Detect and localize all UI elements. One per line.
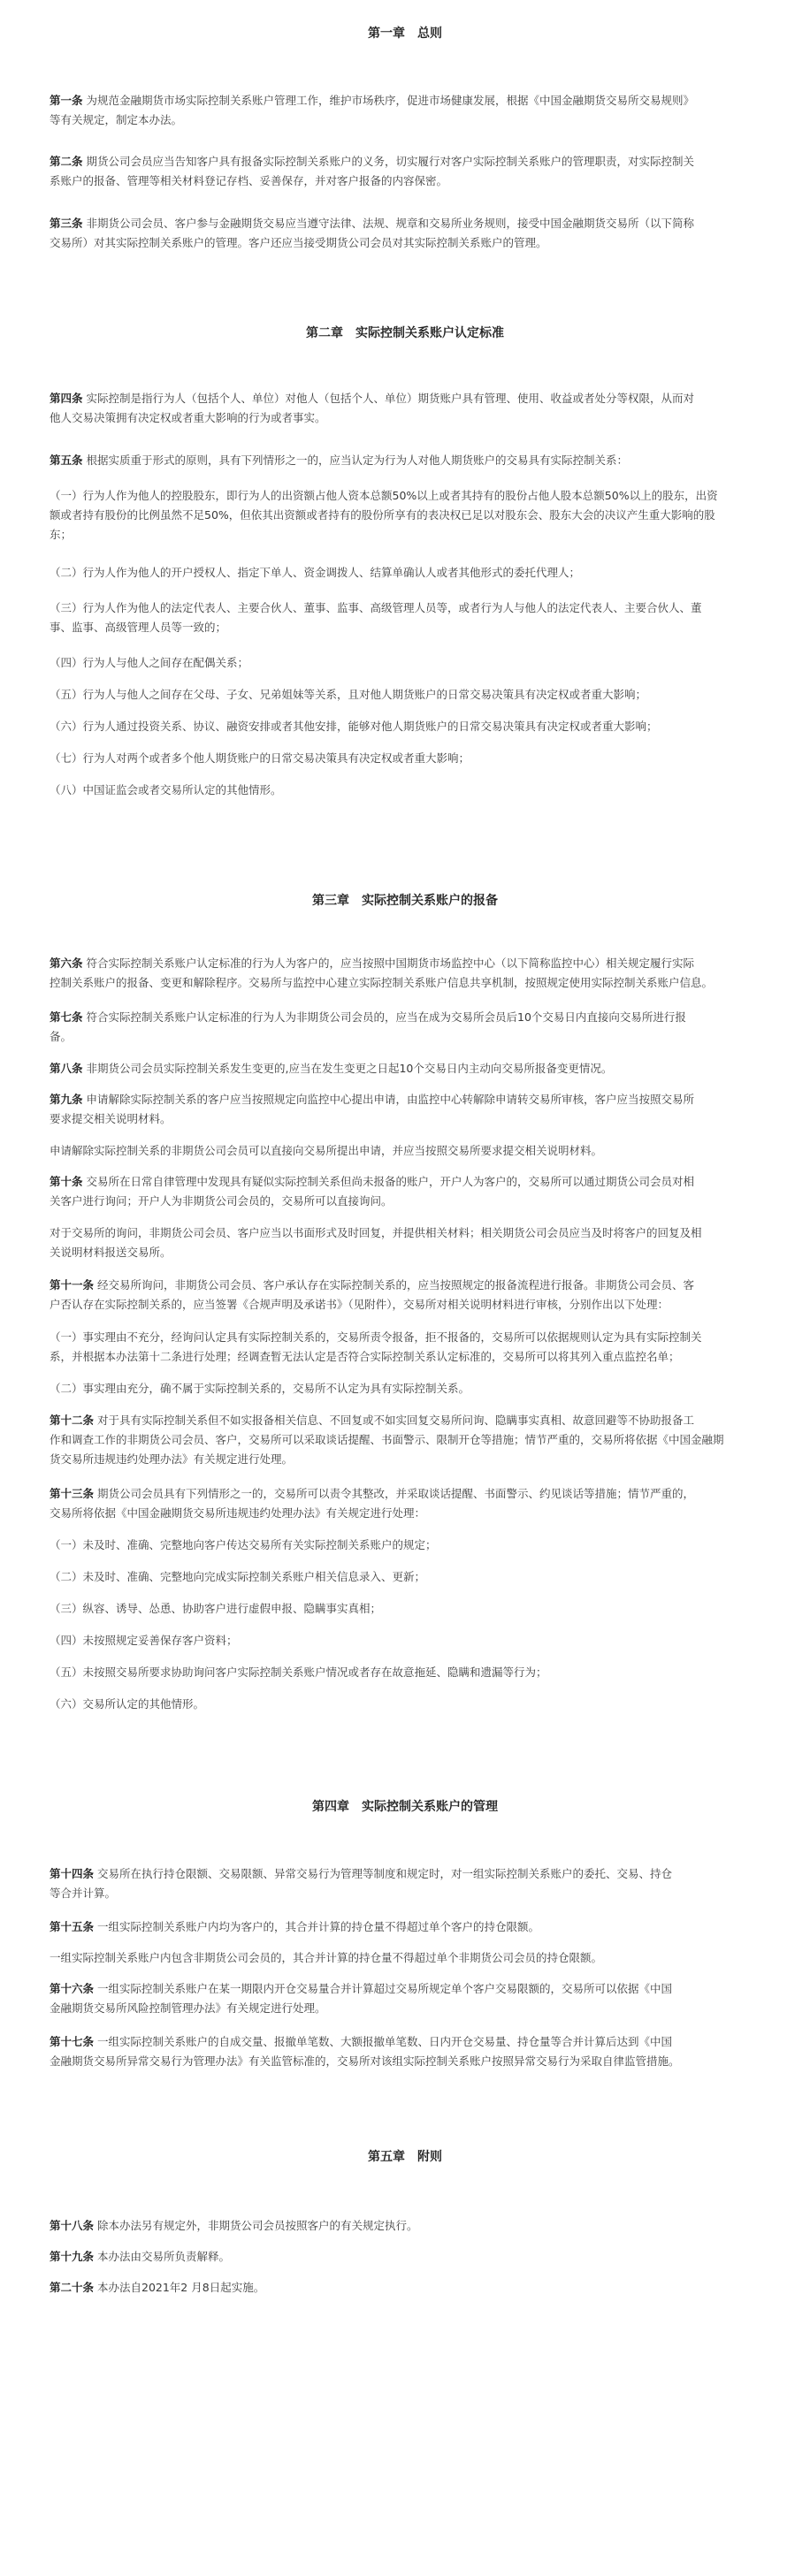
article-18-number: 第十八条 — [50, 2219, 95, 2232]
article-17-number: 第十七条 — [50, 2035, 95, 2048]
article-11-item-1-line-2: 系，并根据本办法第十二条进行处理；经调查暂无法认定是否符合实际控制关系认定标准的，交易所可以将其列入重点监控名单； — [50, 1350, 680, 1363]
article-15-paragraph-2: 一组实际控制关系账户内包含非期货公司会员的，其合并计算的持仓量不得超过单个非期货公司会员的持仓限额。 — [50, 1951, 603, 1964]
article-9-line-1: 申请解除实际控制关系的客户应当按照规定向监控中心提出申请，由监控中心转解除申请转交易所审核，客户应当按照交易所 — [86, 1093, 695, 1106]
article-7-number: 第七条 — [50, 1010, 83, 1024]
article-11-number: 第十一条 — [50, 1278, 95, 1292]
article-13-item-6: （六）交易所认定的其他情形。 — [50, 1697, 205, 1711]
article-17 — [50, 2033, 759, 2068]
article-3-line-1: 非期货公司会员、客户参与金融期货交易应当遵守法律、法规、规章和交易所业务规则，接受中国金融期货交易所（以下简称 — [86, 217, 695, 230]
article-16-number: 第十六条 — [50, 1982, 95, 1995]
article-5-item-2: （二）行为人作为他人的开户授权人、指定下单人、资金调拨人、结算单确认人或者其他形式的委托代理人； — [50, 566, 581, 579]
article-6-line-1: 符合实际控制关系账户认定标准的行为人为客户的，应当按照中国期货市场监控中心（以下简称监控中心）相关规定履行实际 — [86, 956, 695, 970]
article-12 — [50, 1412, 759, 1466]
article-14-line-2: 等合并计算。 — [50, 1886, 117, 1900]
article-9-paragraph-2: 申请解除实际控制关系的非期货公司会员可以直接向交易所提出申请，并应当按照交易所要求提交相关说明材料。 — [50, 1144, 603, 1157]
article-13-number: 第十三条 — [50, 1487, 95, 1500]
article-20-number: 第二十条 — [50, 2281, 95, 2294]
article-5-item-6: （六）行为人通过投资关系、协议、融资安排或者其他安排，能够对他人期货账户的日常交易决策具有决定权或者重大影响； — [50, 720, 658, 733]
article-13-line-1: 期货公司会员具有下列情形之一的，交易所可以责令其整改，并采取谈话提醒、书面警示、约见谈话等措施；情节严重的， — [97, 1487, 695, 1500]
article-5-item-3 — [50, 599, 759, 634]
article-18 — [50, 2217, 759, 2235]
article-5-number: 第五条 — [50, 453, 83, 467]
chapter-3-title: 第三章 实际控制关系账户的报备 — [312, 894, 498, 908]
article-3-number: 第三条 — [50, 217, 83, 230]
article-14-number: 第十四条 — [50, 1867, 95, 1880]
article-15-line-1: 一组实际控制关系账户内均为客户的，其合并计算的持仓量不得超过单个客户的持仓限额。 — [97, 1920, 540, 1933]
article-8-number: 第八条 — [50, 1062, 83, 1075]
article-13-item-1: （一）未及时、准确、完整地向客户传达交易所有关实际控制关系账户的规定； — [50, 1538, 437, 1551]
article-5-line-1: 根据实质重于形式的原则，具有下列情形之一的，应当认定为行为人对他人期货账户的交易具有实际控制关系： — [86, 453, 629, 467]
article-5-item-5: （五）行为人与他人之间存在父母、子女、兄弟姐妹等关系，且对他人期货账户的日常交易决策具有决定权或者重大影响； — [50, 688, 647, 701]
article-12-line-3: 货交易所违规违约处理办法》有关规定进行处理。 — [50, 1452, 294, 1466]
article-13-item-5: （五）未按照交易所要求协助询问客户实际控制关系账户情况或者存在故意拖延、隐瞒和遗漏等行为； — [50, 1665, 547, 1679]
article-6-line-2: 控制关系账户的报备、变更和解除程序。交易所与监控中心建立实际控制关系账户信息共享机制，按照规定使用实际控制关系账户信息。 — [50, 976, 714, 989]
article-10-paragraph-2 — [50, 1224, 759, 1259]
article-4-line-1: 实际控制是指行为人（包括个人、单位）对他人（包括个人、单位）期货账户具有管理、使用、收益或者处分等权限，从而对 — [86, 392, 695, 405]
chapter-4-title: 第四章 实际控制关系账户的管理 — [312, 1800, 498, 1814]
article-19-line-1: 本办法由交易所负责解释。 — [97, 2250, 231, 2263]
article-13-line-2: 交易所将依据《中国金融期货交易所违规违约处理办法》有关规定进行处理： — [50, 1506, 426, 1520]
article-5-item-8: （八）中国证监会或者交易所认定的其他情形。 — [50, 783, 282, 796]
article-12-number: 第十二条 — [50, 1414, 95, 1427]
article-13-item-4: （四）未按照规定妥善保存客户资料； — [50, 1634, 238, 1647]
article-14 — [50, 1865, 759, 1900]
article-10-paragraph-2-line-1: 对于交易所的询问，非期货公司会员、客户应当以书面形式及时回复，并提供相关材料；相关期货公司会员应当及时将客户的回复及相 — [50, 1226, 702, 1239]
article-5-item-4: （四）行为人与他人之间存在配偶关系； — [50, 656, 249, 669]
article-19 — [50, 2248, 759, 2266]
article-6 — [50, 955, 759, 989]
article-2-line-2: 系账户的报备、管理等相关材料登记存档、妥善保存，并对客户报备的内容保密。 — [50, 174, 448, 187]
article-10-line-2: 关客户进行询问；开户人为非期货公司会员的，交易所可以直接询问。 — [50, 1194, 393, 1208]
article-7 — [50, 1009, 759, 1043]
article-11-item-1-line-1: （一）事实理由不充分，经询问认定具有实际控制关系的，交易所责令报备，拒不报备的，交易所可以依据规则认定为具有实际控制关 — [50, 1330, 702, 1344]
article-13-item-3: （三）纵容、诱导、怂恿、协助客户进行虚假申报、隐瞒事实真相； — [50, 1602, 382, 1615]
article-11-line-1: 经交易所询问，非期货公司会员、客户承认存在实际控制关系的，应当按照规定的报备流程进行报备。非期货公司会员、客 — [97, 1278, 695, 1292]
article-11 — [50, 1277, 759, 1311]
article-7-line-1: 符合实际控制关系账户认定标准的行为人为非期货公司会员的，应当在成为交易所会员后10个交易日内直接向交易所进行报 — [86, 1010, 686, 1024]
article-16-line-2: 金融期货交易所风险控制管理办法》有关规定进行处理。 — [50, 2001, 326, 2015]
article-9-number: 第九条 — [50, 1093, 83, 1106]
article-11-item-2: （二）事实理由充分，确不属于实际控制关系的，交易所不认定为具有实际控制关系。 — [50, 1382, 470, 1395]
article-10-line-1: 交易所在日常自律管理中发现具有疑似实际控制关系但尚未报备的账户，开户人为客户的，交易所可以通过期货公司会员对相 — [86, 1175, 695, 1188]
article-4 — [50, 390, 759, 424]
article-17-line-1: 一组实际控制关系账户的自成交量、报撤单笔数、大额报撤单笔数、日内开仓交易量、持仓量等合并计算后达到《中国 — [97, 2035, 673, 2048]
chapter-2-title: 第二章 实际控制关系账户认定标准 — [306, 326, 504, 340]
article-1 — [50, 92, 759, 126]
article-1-line-1: 为规范金融期货市场实际控制关系账户管理工作，维护市场秩序，促进市场健康发展，根据《中国金融期货交易所交易规则》 — [86, 94, 695, 107]
article-14-line-1: 交易所在执行持仓限额、交易限额、异常交易行为管理等制度和规定时，对一组实际控制关系账户的委托、交易、持仓 — [97, 1867, 673, 1880]
article-8-line-1: 非期货公司会员实际控制关系发生变更的,应当在发生变更之日起10个交易日内主动向交易所报备变更情况。 — [86, 1062, 613, 1075]
chapter-5-title: 第五章 附则 — [368, 2150, 442, 2164]
article-10-number: 第十条 — [50, 1175, 83, 1188]
article-2 — [50, 153, 759, 187]
article-5 — [50, 452, 759, 469]
article-2-line-1: 期货公司会员应当告知客户具有报备实际控制关系账户的义务，切实履行对客户实际控制关系账户的管理职责，对实际控制关 — [86, 155, 695, 168]
article-13 — [50, 1485, 759, 1520]
article-1-line-2: 等有关规定，制定本办法。 — [50, 113, 183, 126]
article-8 — [50, 1060, 759, 1078]
article-3 — [50, 215, 759, 249]
article-5-item-1-line-2: 额或者持有股份的比例虽然不足50%，但依其出资额或者持有的股份所享有的表决权已足以对股东会、股东大会的决议产生重大影响的股 — [50, 508, 715, 522]
article-16 — [50, 1980, 759, 2015]
article-5-item-7: （七）行为人对两个或者多个他人期货账户的日常交易决策具有决定权或者重大影响； — [50, 751, 470, 765]
article-5-item-1-line-3: 东； — [50, 528, 73, 541]
article-19-number: 第十九条 — [50, 2250, 95, 2263]
article-12-line-2: 作和调查工作的非期货公司会员、客户，交易所可以采取谈话提醒、书面警示、限制开仓等措施；情节严重的，交易所将依据《中国金融期 — [50, 1433, 724, 1446]
article-5-item-3-line-2: 事、监事、高级管理人员等一致的； — [50, 621, 227, 634]
article-4-line-2: 他人交易决策拥有决定权或者重大影响的行为或者事实。 — [50, 411, 326, 424]
article-2-number: 第二条 — [50, 155, 83, 168]
article-10 — [50, 1173, 759, 1208]
article-16-line-1: 一组实际控制关系账户在某一期限内开仓交易量合并计算超过交易所规定单个客户交易限额的，交易所可以依据《中国 — [97, 1982, 673, 1995]
article-7-line-2: 备。 — [50, 1030, 73, 1043]
article-1-number: 第一条 — [50, 94, 83, 107]
article-5-item-1 — [50, 487, 759, 541]
article-11-item-1 — [50, 1329, 759, 1363]
article-5-item-3-line-1: （三）行为人作为他人的法定代表人、主要合伙人、董事、监事、高级管理人员等，或者行为人与他人的法定代表人、主要合伙人、董 — [50, 601, 702, 614]
article-4-number: 第四条 — [50, 392, 83, 405]
article-15 — [50, 1918, 759, 1936]
article-3-line-2: 交易所）对其实际控制关系账户的管理。客户还应当接受期货公司会员对其实际控制关系账户的管理。 — [50, 236, 547, 249]
article-5-item-1-line-1: （一）行为人作为他人的控股股东，即行为人的出资额占他人资本总额50%以上或者其持有的股份占他人股本总额50%以上的股东，出资 — [50, 489, 718, 502]
article-9 — [50, 1091, 759, 1125]
chapter-1-title: 第一章 总则 — [368, 27, 442, 41]
article-12-line-1: 对于具有实际控制关系但不如实报备相关信息、不回复或不如实回复交易所问询、隐瞒事实真相、故意回避等不协助报备工 — [97, 1414, 695, 1427]
article-6-number: 第六条 — [50, 956, 83, 970]
article-15-number: 第十五条 — [50, 1920, 95, 1933]
article-9-line-2: 要求提交相关说明材料。 — [50, 1112, 172, 1125]
article-11-line-2: 户否认存在实际控制关系的，应当签署《合规声明及承诺书》（见附件），交易所对相关说明材料进行审核，分别作出以下处理： — [50, 1298, 669, 1311]
article-18-line-1: 除本办法另有规定外，非期货公司会员按照客户的有关规定执行。 — [97, 2219, 418, 2232]
article-17-line-2: 金融期货交易所异常交易行为管理办法》有关监管标准的，交易所对该组实际控制关系账户按照异常交易行为采取自律监管措施。 — [50, 2054, 680, 2068]
article-20 — [50, 2279, 759, 2297]
article-10-paragraph-2-line-2: 关说明材料报送交易所。 — [50, 1246, 172, 1259]
article-13-item-2: （二）未及时、准确、完整地向完成实际控制关系账户相关信息录入、更新； — [50, 1570, 426, 1583]
article-20-line-1: 本办法自2021年2 月8日起实施。 — [97, 2281, 265, 2294]
